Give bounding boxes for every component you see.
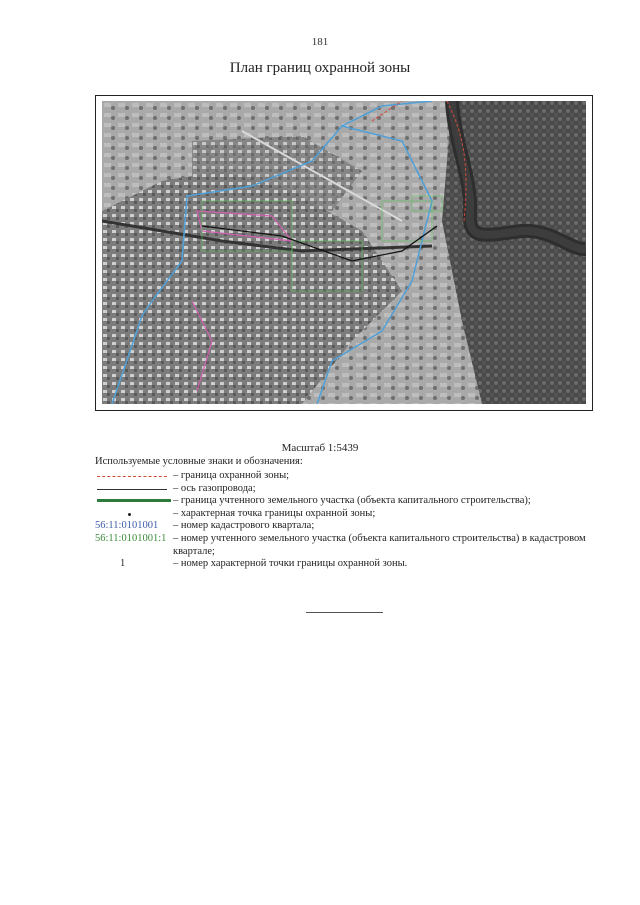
legend-item-protection-zone-boundary [95,469,595,482]
parcel-number-sample: 56:11:0101001:1 [95,533,167,544]
legend-item-label: – граница охранной зоны; [173,470,290,481]
page-title: План границ охранной зоны [229,60,411,76]
map-frame [95,95,593,411]
legend-item-label: – номер характерной точки границы охранной зоны. [173,558,408,569]
legend-item-label: – номер кадастрового квартала; [173,520,315,531]
legend-item-label: – ось газопровода; [173,483,256,494]
legend-heading: Используемые условные знаки и обозначения: [95,456,303,467]
legend-item-point-number [95,557,595,570]
legend-item-label: – граница учтенного земельного участка (объекта капитального строительства); [173,495,531,506]
end-divider [306,612,383,613]
page-number: 181 [311,36,329,48]
legend-item-label: – характерная точка границы охранной зоны; [173,508,376,519]
map-scale: Масштаб 1:5439 [281,442,359,454]
legend-item-label: – номер учтенного земельного участка (объекта капитального строительства) в кадастровом квартале; [173,533,586,557]
cadastral-quarter-sample: 56:11:0101001 [95,520,159,531]
point-number-sample: 1 [120,558,126,569]
legend-item-cadastral-quarter [95,519,595,532]
legend-item-parcel-number [95,532,595,558]
satellite-map-image [102,101,586,404]
red-dashed-line-icon [95,469,173,482]
green-thick-line-icon [95,494,173,507]
legend-item-land-parcel-boundary [95,494,595,507]
